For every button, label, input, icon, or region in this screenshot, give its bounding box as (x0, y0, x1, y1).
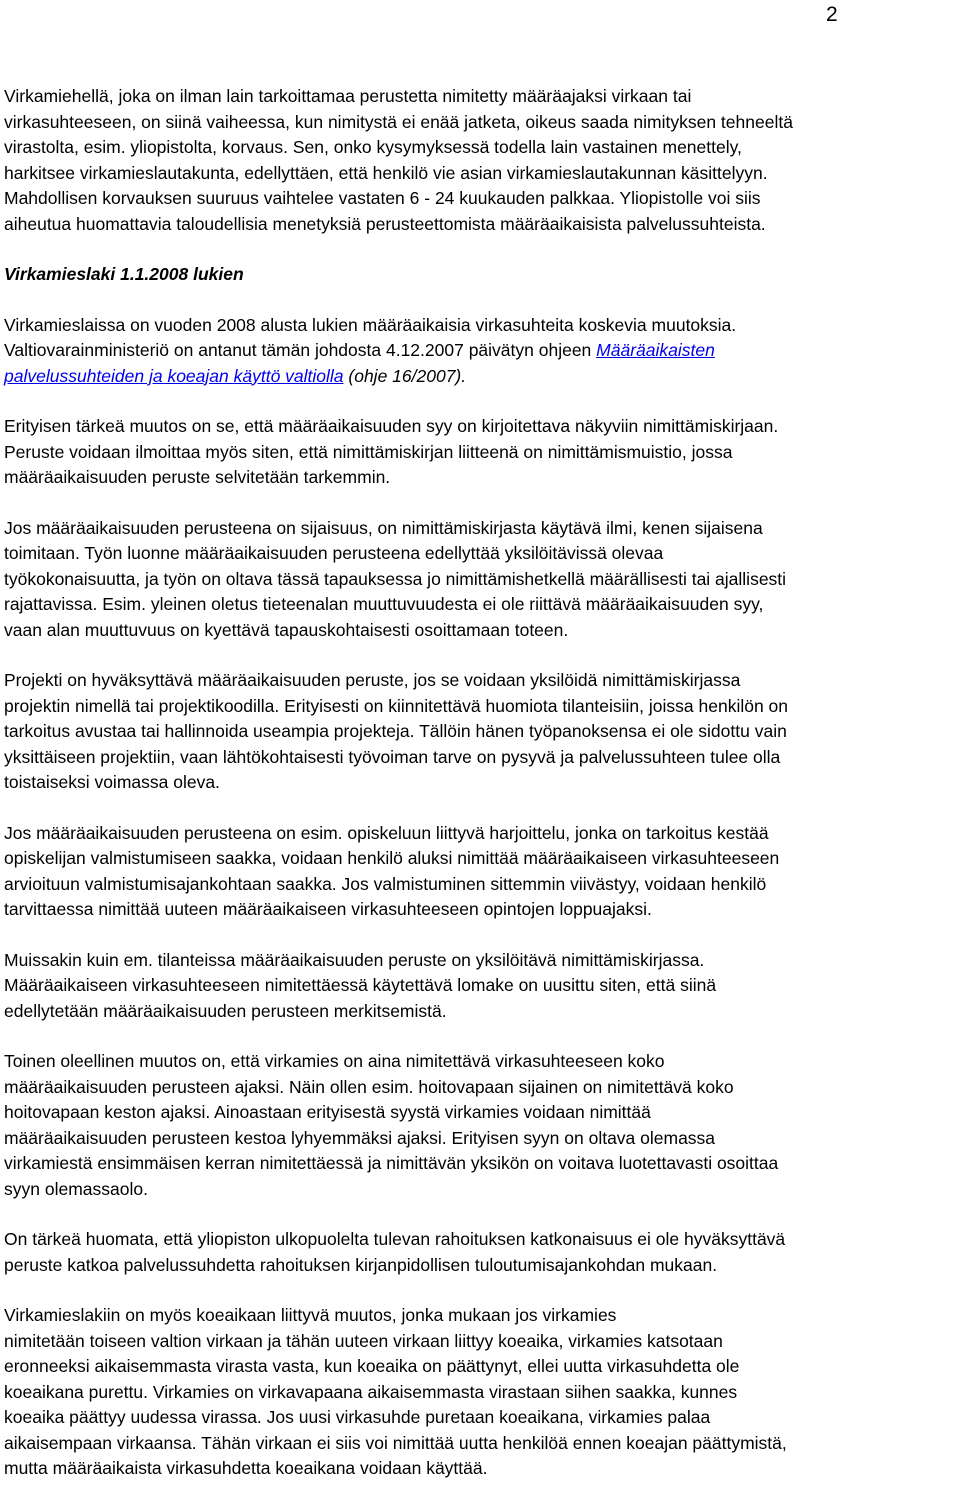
text-line: aikaisempaan virkaansa. Tähän virkaan ei siis voi nimittää uutta henkilöä ennen koeajan päättymistä, (4, 1432, 787, 1453)
guidance-link-continued[interactable]: palvelussuhteiden ja koeajan käyttö valtiolla (4, 365, 344, 386)
text-line: syyn olemassaolo. (4, 1178, 148, 1199)
text-line: Erityisen tärkeä muutos on se, että määräaikaisuuden syy on kirjoitettava näkyviin nimittämiskirjaan. (4, 416, 779, 436)
paragraph (4, 414, 956, 491)
text-line: harkitsee virkamieslautakunta, edellyttäen, että henkilö vie asian virkamieslautakunnan käsittelyyn. (4, 162, 768, 183)
text-line (4, 338, 956, 364)
text-line: Mahdollisen korvauksen suuruus vaihtelee vastaten 6 - 24 kuukauden palkkaa. Yliopistolle voi siis (4, 188, 761, 208)
text-line: määräaikaisuuden perusteen kestoa lyhyemmäksi ajaksi. Erityisen syyn on oltava olemassa (4, 1127, 716, 1148)
text-line: Virkamieslakiin on myös koeaikaan liittyvä muutos, jonka mukaan jos virkamies (4, 1305, 617, 1325)
text-line: mutta määräaikaista virkasuhdetta koeaikana voidaan käyttää. (4, 1458, 488, 1478)
text-line: Projekti on hyväksyttävä määräaikaisuuden peruste, jos se voidaan yksilöidä nimittämiskirjassa (4, 670, 741, 690)
text-line: On tärkeä huomata, että yliopiston ulkopuolelta tulevan rahoituksen katkonaisuus ei ole hyväksyttävä (4, 1229, 786, 1249)
text-line: eronneeksi aikaisemmasta virasta vasta, kun koeaika on päättynyt, ellei uutta virkasuhdetta ole (4, 1356, 740, 1376)
paragraphs-after (4, 414, 956, 1482)
text-line: rajattavissa. Esim. yleinen oletus tieteenalan muuttuvuudesta ei ole riittävä määräaikaisuuden syy, (4, 594, 764, 614)
text-line: hoitovapaan keston ajaksi. Ainoastaan erityisestä syystä virkamies voidaan nimittää (4, 1102, 651, 1122)
text-line: toimitaan. Työn luonne määräaikaisuuden perusteena edellyttää yksilöitävissä olevaa (4, 543, 664, 563)
section-heading: Virkamieslaki 1.1.2008 lukien (4, 264, 244, 284)
text-line: Jos määräaikaisuuden perusteena on esim. opiskeluun liittyvä harjoittelu, jonka on tarkoitus kestää (4, 822, 769, 843)
text-line: virkasuhteeseen, on siinä vaiheessa, kun nimitystä ei enää jatketa, oikeus saada nimityksen tehneeltä (4, 111, 793, 132)
paragraph (4, 948, 956, 1025)
text-line: määräaikaisuuden perusteen ajaksi. Näin ollen esim. hoitovapaan sijainen on nimitettävä koko (4, 1076, 734, 1097)
text-line: virastolta, esim. yliopistolta, korvaus. Sen, onko kysymyksessä todella lain vastainen menettely, (4, 137, 742, 157)
text-line: peruste katkoa palvelussuhdetta rahoituksen kirjanpidollisen tuloutumisajankohdan mukaan. (4, 1254, 718, 1275)
text-line: tarvittaessa nimittää uuteen määräaikaiseen virkasuhteeseen opintojen loppuajaksi. (4, 899, 652, 919)
text-line: määräaikaisuuden peruste selvitetään tarkemmin. (4, 467, 391, 487)
document-body (4, 84, 956, 1507)
text-line: koeaika päättyy uudessa virassa. Jos uusi virkasuhde puretaan koeaikana, virkamies palaa (4, 1407, 711, 1427)
text-line: Virkamiehellä, joka on ilman lain tarkoittamaa perustetta nimitetty määräajaksi virkaan tai (4, 86, 692, 106)
text-line: toistaiseksi voimassa oleva. (4, 772, 220, 792)
text-line: yksittäiseen projektiin, vaan lähtökohtaisesti työvoiman tarve on pysyvä ja palvelussuhteen tulee olla (4, 746, 781, 767)
text-line: nimitetään toiseen valtion virkaan ja tähän uuteen virkaan liittyy koeaika, virkamies katsotaan (4, 1330, 723, 1351)
text-line: virkamiestä ensimmäisen kerran nimitettäessä ja nimittävän yksikön on voitava luotettavasti osoittaa (4, 1153, 779, 1173)
guidance-link[interactable]: Määräaikaisten (596, 340, 715, 360)
paragraph (4, 668, 956, 796)
text-line: Virkamieslaissa on vuoden 2008 alusta lukien määräaikaisia virkasuhteita koskevia muutoksia. (4, 314, 737, 335)
text-line: vaan alan muuttuvuus on kyettävä tapauskohtaisesti osoittamaan toteen. (4, 619, 569, 640)
page-number: 2 (826, 3, 838, 26)
text-line: Peruste voidaan ilmoittaa myös siten, että nimittämiskirjan liitteenä on nimittämismuistio, jossa (4, 441, 733, 462)
text-line: opiskelijan valmistumiseen saakka, voidaan henkilö aluksi nimittää määräaikaiseen virkasuhteeseen (4, 848, 780, 868)
text-line: koeaikana purettu. Virkamies on virkavapaana aikaisemmasta virastaan siihen saakka, kunnes (4, 1381, 738, 1402)
paragraph-guidance (4, 313, 956, 390)
text-line: Muissakin kuin em. tilanteissa määräaikaisuuden peruste on yksilöitävä nimittämiskirjassa. (4, 949, 705, 970)
text-line: arvioituun valmistumisajankohtaan saakka. Jos valmistuminen sittemmin viivästyy, voidaan henkilö (4, 873, 767, 894)
text-line (4, 364, 956, 390)
text-segment: (ohje 16/2007). (343, 365, 467, 386)
paragraph-intro (4, 84, 956, 237)
paragraph (4, 1049, 956, 1202)
text-line: projektin nimellä tai projektikoodilla. Erityisesti on kiinnitettävä huomiota tilanteisiin, joissa henkilön on (4, 695, 789, 716)
text-line: Toinen oleellinen muutos on, että virkamies on aina nimitettävä virkasuhteeseen koko (4, 1051, 665, 1071)
paragraph (4, 821, 956, 923)
text-line: tarkoitus avustaa tai hallinnoida useampia projekteja. Tällöin hänen työpanoksensa ei ole sidottu vain (4, 721, 787, 741)
text-line: Määräaikaiseen virkasuhteeseen nimitettäessä käytettävä lomake on uusittu siten, että siinä (4, 975, 717, 995)
text-line: edellytetään määräaikaisuuden perusteen merkitsemistä. (4, 1000, 447, 1021)
paragraph (4, 516, 956, 644)
text-line: Jos määräaikaisuuden perusteena on sijaisuus, on nimittämiskirjasta käytävä ilmi, kenen sijaisena (4, 517, 763, 538)
paragraph (4, 1303, 956, 1482)
paragraph (4, 1227, 956, 1278)
text-segment: Valtiovarainministeriö on antanut tämän johdosta 4.12.2007 päivätyn ohjeen (4, 340, 597, 360)
text-line: työkokonaisuutta, ja työn on oltava tässä tapauksessa jo nimittämishetkellä määrällisesti tai ajallisesti (4, 568, 787, 589)
text-line: aiheutua huomattavia taloudellisia menetyksiä perusteettomista määräaikaisista palvelussuhteista. (4, 213, 766, 234)
